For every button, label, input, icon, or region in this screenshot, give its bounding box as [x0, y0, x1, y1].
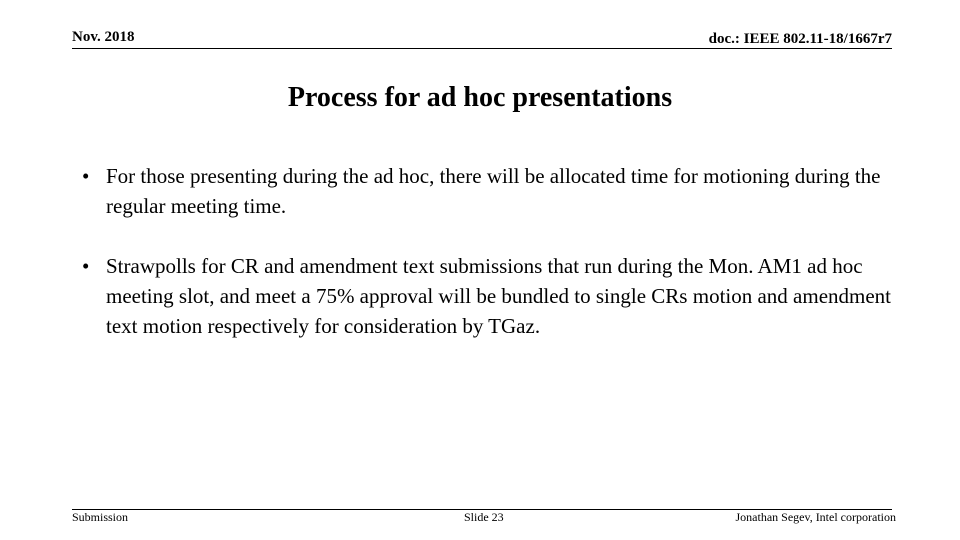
slide-title: Process for ad hoc presentations [287, 82, 673, 113]
bullet-item [82, 251, 902, 341]
bullet-item [82, 161, 902, 221]
header-divider [72, 48, 892, 49]
bullet-marker: • [82, 164, 90, 188]
bullet-text: For those presenting during the ad hoc, there will be allocated time for motioning during the regular meeting time. [106, 164, 881, 218]
footer-submission: Submission [72, 510, 129, 524]
footer-author: Jonathan Segev, Intel corporation [735, 510, 896, 524]
footer-slide-number: Slide 23 [464, 510, 504, 524]
bullet-text: Strawpolls for CR and amendment text submissions that run during the Mon. AM1 ad hoc meeting slot, and meet a 75% approval will be bundled to single CRs motion and amendment text motion respectively for consideration by TGaz. [106, 254, 892, 338]
header-date: Nov. 2018 [72, 29, 135, 45]
bullet-list [82, 161, 902, 341]
bullet-marker: • [82, 254, 90, 278]
header-doc-id: doc.: IEEE 802.11-18/1667r7 [708, 31, 892, 47]
